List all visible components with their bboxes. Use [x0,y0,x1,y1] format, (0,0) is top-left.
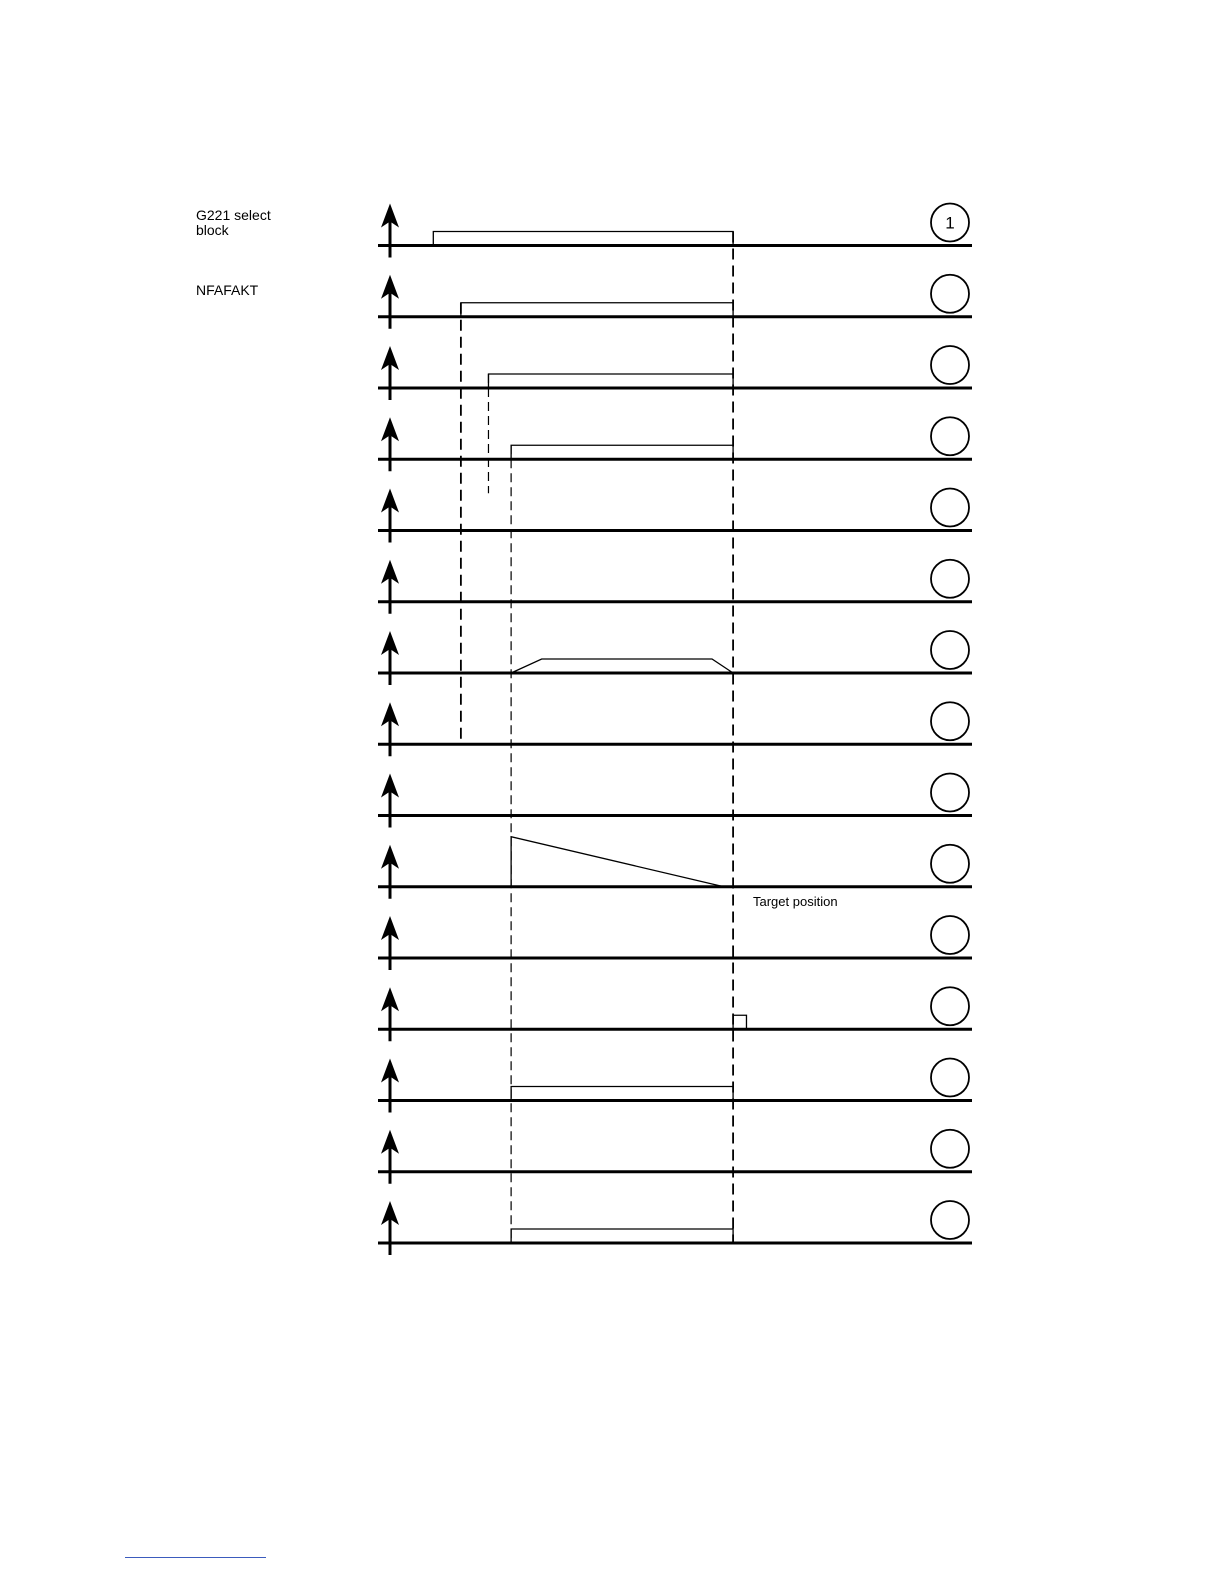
row-10-distance-to-go [511,837,724,887]
row-3-marker-circle [931,346,969,384]
row-10-marker-circle [931,845,969,883]
row-7-speed-profile [511,659,733,673]
row-2-pulse [461,303,733,317]
signal-label-nfafakt: NFAFAKT [196,282,259,298]
row-9-marker-circle [931,774,969,812]
row-1-pulse [433,232,733,246]
row-3-pulse [488,374,733,388]
row-1-marker-number: 1 [945,213,955,233]
row-4-pulse [511,445,733,459]
row-2-marker-circle [931,275,969,313]
row-7-marker-circle [931,631,969,669]
row-4-marker-circle [931,417,969,455]
row-15-pulse [511,1229,733,1243]
row-11-marker-circle [931,916,969,954]
footnote-rule [125,1557,266,1558]
row-13-pulse [511,1087,733,1101]
row-12-marker-circle [931,987,969,1025]
row-6-marker-circle [931,560,969,598]
target-position-label: Target position [753,894,838,909]
signal-label-g221-select-block: G221 select block [196,207,271,238]
row-12-pulse [733,1015,746,1029]
row-5-marker-circle [931,489,969,527]
row-8-marker-circle [931,702,969,740]
row-13-marker-circle [931,1059,969,1097]
row-15-marker-circle [931,1201,969,1239]
row-14-marker-circle [931,1130,969,1168]
